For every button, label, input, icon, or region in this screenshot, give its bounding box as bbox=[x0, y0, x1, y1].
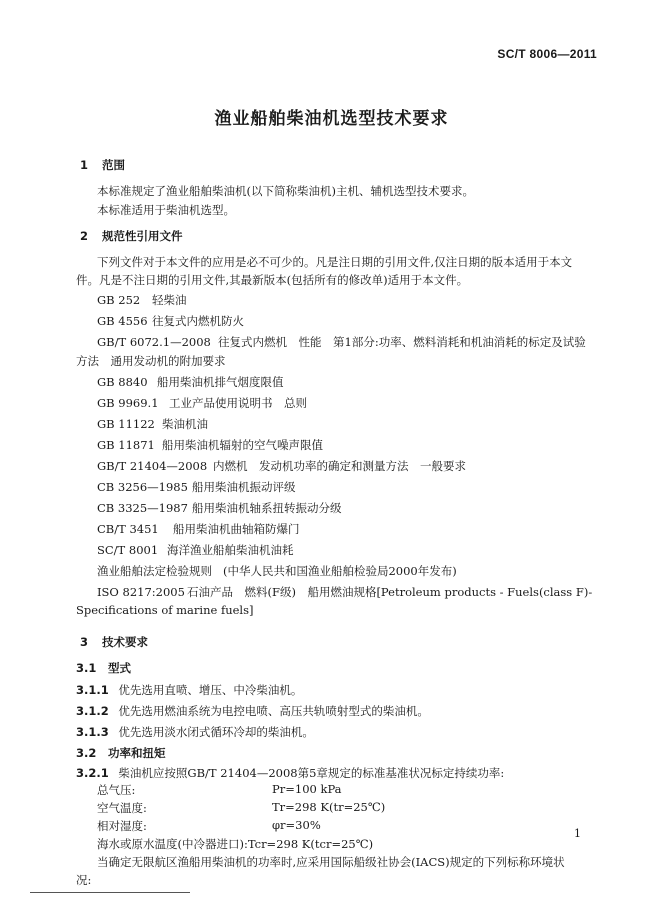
reference-item bbox=[97, 334, 586, 350]
reference-code: SC/T 8001 bbox=[97, 543, 159, 557]
reference-title: 往复式内燃机 性能 第1部分:功率、燃料消耗和机油消耗的标定及试验 bbox=[218, 335, 586, 349]
reference-item bbox=[97, 521, 300, 537]
reference-item bbox=[97, 458, 466, 474]
clause-3-1-1 bbox=[76, 681, 302, 699]
intro-text: 件。凡是不注日期的引用文件,其最新版本(包括所有的修改单)适用于本文件。 bbox=[76, 273, 469, 287]
reference-code: ISO 8217:2005 bbox=[97, 585, 185, 599]
section-title: 范围 bbox=[102, 158, 126, 172]
reference-title: 船用柴油机振动评级 bbox=[192, 480, 296, 494]
section-3-heading bbox=[80, 634, 148, 650]
page-number: 1 bbox=[574, 827, 581, 840]
reference-title: 轻柴油 bbox=[152, 293, 187, 307]
reference-item bbox=[97, 395, 307, 411]
reference-item bbox=[97, 416, 208, 432]
section-number: 2 bbox=[80, 229, 89, 243]
reference-code: GB 11122 bbox=[97, 417, 155, 431]
reference-item bbox=[97, 479, 296, 495]
reference-item bbox=[97, 584, 592, 600]
reference-code: GB/T 6072.1—2008 bbox=[97, 335, 211, 349]
reference-title: 船用柴油机曲轴箱防爆门 bbox=[173, 522, 300, 536]
paragraph: 当确定无限航区渔船用柴油机的功率时,应采用国际船级社协会(IACS)规定的下列标称环境状 bbox=[97, 855, 565, 869]
reference-code: GB 4556 bbox=[97, 314, 148, 328]
paragraph: 本标准适用于柴油机选型。 bbox=[97, 203, 235, 217]
condition-value: Tr=298 K(tr=25℃) bbox=[272, 800, 386, 814]
reference-item bbox=[97, 437, 323, 453]
reference-item bbox=[97, 313, 244, 329]
subsection-3-2-heading bbox=[76, 745, 166, 761]
reference-code: GB 11871 bbox=[97, 438, 155, 452]
reference-title: 内燃机 发动机功率的确定和测量方法 一般要求 bbox=[213, 459, 466, 473]
reference-title: 柴油机油 bbox=[162, 417, 208, 431]
standard-code: SC/T 8006—2011 bbox=[497, 47, 597, 61]
intro-text: 下列文件对于本文件的应用是必不可少的。凡是注日期的引用文件,仅注日期的版本适用于本文 bbox=[97, 255, 573, 269]
reference-title: 船用柴油机辐射的空气噪声限值 bbox=[162, 438, 323, 452]
reference-title: 船用柴油机排气烟度限值 bbox=[157, 375, 284, 389]
clause-text: 优先选用直喷、增压、中冷柴油机。 bbox=[118, 683, 303, 697]
reference-code: GB 8840 bbox=[97, 375, 148, 389]
section-number: 1 bbox=[80, 158, 89, 172]
clause-3-1-3 bbox=[76, 723, 314, 741]
reference-code: CB 3256—1985 bbox=[97, 480, 188, 494]
reference-code: CB 3325—1987 bbox=[97, 501, 188, 515]
section-title: 型式 bbox=[108, 661, 132, 675]
section-2-heading bbox=[80, 228, 183, 244]
reference-continuation: 方法 通用发动机的附加要求 bbox=[76, 354, 226, 368]
section-title: 功率和扭矩 bbox=[108, 746, 166, 760]
reference-item bbox=[97, 500, 342, 516]
reference-title: 石油产品 燃料(F级) 船用燃油规格[Petroleum products - Fuels(class F)- bbox=[187, 585, 593, 599]
condition-label: 空气温度: bbox=[97, 801, 147, 815]
clause-number: 3.2.1 bbox=[76, 766, 109, 780]
clause-text: 优先选用淡水闭式循环冷却的柴油机。 bbox=[118, 725, 314, 739]
reference-code: GB 252 bbox=[97, 293, 141, 307]
reference-item bbox=[97, 563, 457, 579]
condition-value: φr=30% bbox=[272, 818, 321, 832]
document-title: 渔业船舶柴油机选型技术要求 bbox=[214, 109, 449, 129]
reference-item bbox=[97, 374, 284, 390]
clause-text: 柴油机应按照GB/T 21404—2008第5章规定的标准基准状况标定持续功率: bbox=[118, 766, 505, 780]
paragraph: 本标准规定了渔业船舶柴油机(以下简称柴油机)主机、辅机选型技术要求。 bbox=[97, 184, 474, 198]
clause-3-2-1 bbox=[76, 764, 504, 782]
reference-title: 海洋渔业船舶柴油机油耗 bbox=[167, 543, 294, 557]
seawater-condition: 海水或原水温度(中冷器进口):Tcr=298 K(tcr=25℃) bbox=[97, 837, 374, 851]
reference-continuation: Specifications of marine fuels] bbox=[76, 603, 254, 617]
section-1-heading bbox=[80, 157, 125, 173]
reference-title: 往复式内燃机防火 bbox=[152, 314, 244, 328]
footer-rule bbox=[30, 892, 190, 893]
reference-title: 船用柴油机轴系扭转振动分级 bbox=[192, 501, 342, 515]
reference-code: 渔业船舶法定检验规则 bbox=[97, 564, 212, 578]
paragraph: 况: bbox=[76, 873, 92, 887]
reference-title: 工业产品使用说明书 总则 bbox=[169, 396, 307, 410]
reference-item bbox=[97, 292, 187, 308]
clause-text: 优先选用燃油系统为电控电喷、高压共轨喷射型式的柴油机。 bbox=[118, 704, 429, 718]
section-number: 3.2 bbox=[76, 746, 97, 760]
section-number: 3 bbox=[80, 635, 89, 649]
reference-item bbox=[97, 542, 294, 558]
condition-label: 总气压: bbox=[97, 783, 136, 797]
reference-code: GB 9969.1 bbox=[97, 396, 159, 410]
clause-3-1-2 bbox=[76, 702, 429, 720]
section-title: 规范性引用文件 bbox=[102, 229, 183, 243]
reference-code: CB/T 3451 bbox=[97, 522, 159, 536]
section-title: 技术要求 bbox=[102, 635, 149, 649]
clause-number: 3.1.2 bbox=[76, 704, 109, 718]
clause-number: 3.1.1 bbox=[76, 683, 109, 697]
section-number: 3.1 bbox=[76, 661, 97, 675]
reference-title: (中华人民共和国渔业船舶检验局2000年发布) bbox=[223, 564, 457, 578]
clause-number: 3.1.3 bbox=[76, 725, 109, 739]
condition-value: Pr=100 kPa bbox=[272, 782, 342, 796]
reference-code: GB/T 21404—2008 bbox=[97, 459, 208, 473]
subsection-3-1-heading bbox=[76, 660, 131, 676]
condition-label: 相对湿度: bbox=[97, 819, 147, 833]
